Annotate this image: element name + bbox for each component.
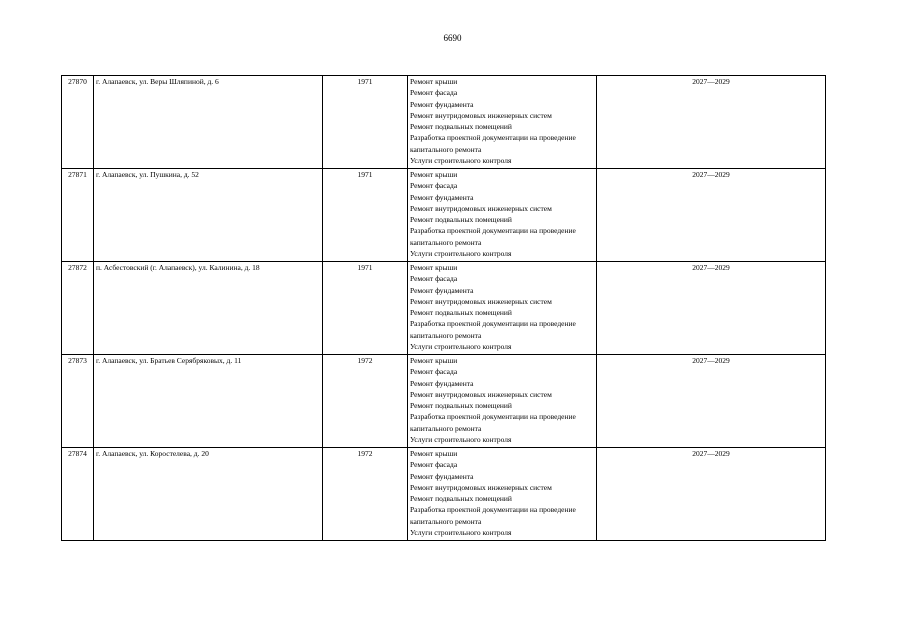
address-cell: г. Алапаевск, ул. Братьев Серябряковых, д. 11	[94, 355, 323, 448]
table-body	[62, 76, 826, 541]
work-item: Ремонт фасада	[410, 367, 458, 377]
work-item: Услуги строительного контроля	[410, 249, 512, 259]
work-item: Услуги строительного контроля	[410, 342, 512, 352]
work-item: Разработка проектной документации на проведение капитального ремонта	[410, 505, 576, 526]
work-item: Ремонт внутридомовых инженерных систем	[410, 389, 552, 399]
work-item: Ремонт подвальных помещений	[410, 308, 512, 318]
works-list-cell	[408, 355, 597, 448]
build-year-cell: 1972	[323, 448, 408, 541]
work-item: Ремонт подвальных помещений	[410, 215, 512, 225]
work-item: Разработка проектной документации на проведение капитального ремонта	[410, 133, 576, 154]
repair-period-cell: 2027—2029	[597, 169, 826, 262]
work-item: Ремонт фундамента	[410, 471, 474, 481]
work-item: Разработка проектной документации на проведение капитального ремонта	[410, 226, 576, 247]
address-cell: г. Алапаевск, ул. Пушкина, д. 52	[94, 169, 323, 262]
repair-period-cell: 2027—2029	[597, 448, 826, 541]
page-number: 6690	[443, 33, 462, 43]
work-item: Ремонт внутридомовых инженерных систем	[410, 482, 552, 492]
works-list-cell	[408, 448, 597, 541]
work-item: Ремонт внутридомовых инженерных систем	[410, 110, 552, 120]
address-cell: п. Асбестовский (г. Алапаевск), ул. Калинина, д. 18	[94, 262, 323, 355]
address-cell: г. Алапаевск, ул. Веры Шляпиной, д. 6	[94, 76, 323, 169]
work-item: Услуги строительного контроля	[410, 435, 512, 445]
row-number-cell: 27870	[62, 76, 94, 169]
build-year-cell: 1971	[323, 262, 408, 355]
works-list-cell	[408, 76, 597, 169]
table-row	[62, 448, 826, 541]
works-list-cell	[408, 262, 597, 355]
address-cell: г. Алапаевск, ул. Коростелева, д. 20	[94, 448, 323, 541]
build-year-cell: 1972	[323, 355, 408, 448]
repair-period-cell: 2027—2029	[597, 355, 826, 448]
work-item: Ремонт подвальных помещений	[410, 401, 512, 411]
work-item: Ремонт крыши	[410, 356, 458, 365]
work-item: Ремонт внутридомовых инженерных систем	[410, 296, 552, 306]
work-item: Услуги строительного контроля	[410, 528, 512, 538]
row-number-cell: 27871	[62, 169, 94, 262]
table-row	[62, 76, 826, 169]
build-year-cell: 1971	[323, 169, 408, 262]
work-item: Ремонт крыши	[410, 77, 458, 86]
work-item: Ремонт фасада	[410, 274, 458, 284]
work-item: Ремонт крыши	[410, 170, 458, 179]
work-item: Ремонт фасада	[410, 181, 458, 191]
table-row	[62, 169, 826, 262]
works-list-cell	[408, 169, 597, 262]
work-item: Услуги строительного контроля	[410, 156, 512, 166]
work-item: Ремонт крыши	[410, 449, 458, 458]
work-item: Ремонт фундамента	[410, 192, 474, 202]
table-row	[62, 355, 826, 448]
work-item: Разработка проектной документации на проведение капитального ремонта	[410, 412, 576, 433]
work-item: Ремонт подвальных помещений	[410, 122, 512, 132]
repair-period-cell: 2027—2029	[597, 262, 826, 355]
row-number-cell: 27873	[62, 355, 94, 448]
table-row	[62, 262, 826, 355]
repair-period-cell: 2027—2029	[597, 76, 826, 169]
build-year-cell: 1971	[323, 76, 408, 169]
work-item: Ремонт фундамента	[410, 378, 474, 388]
capital-repair-table	[61, 75, 826, 541]
work-item: Ремонт внутридомовых инженерных систем	[410, 203, 552, 213]
row-number-cell: 27872	[62, 262, 94, 355]
work-item: Разработка проектной документации на проведение капитального ремонта	[410, 319, 576, 340]
work-item: Ремонт фасада	[410, 88, 458, 98]
work-item: Ремонт подвальных помещений	[410, 494, 512, 504]
work-item: Ремонт фасада	[410, 460, 458, 470]
work-item: Ремонт фундамента	[410, 285, 474, 295]
work-item: Ремонт крыши	[410, 263, 458, 272]
work-item: Ремонт фундамента	[410, 99, 474, 109]
row-number-cell: 27874	[62, 448, 94, 541]
